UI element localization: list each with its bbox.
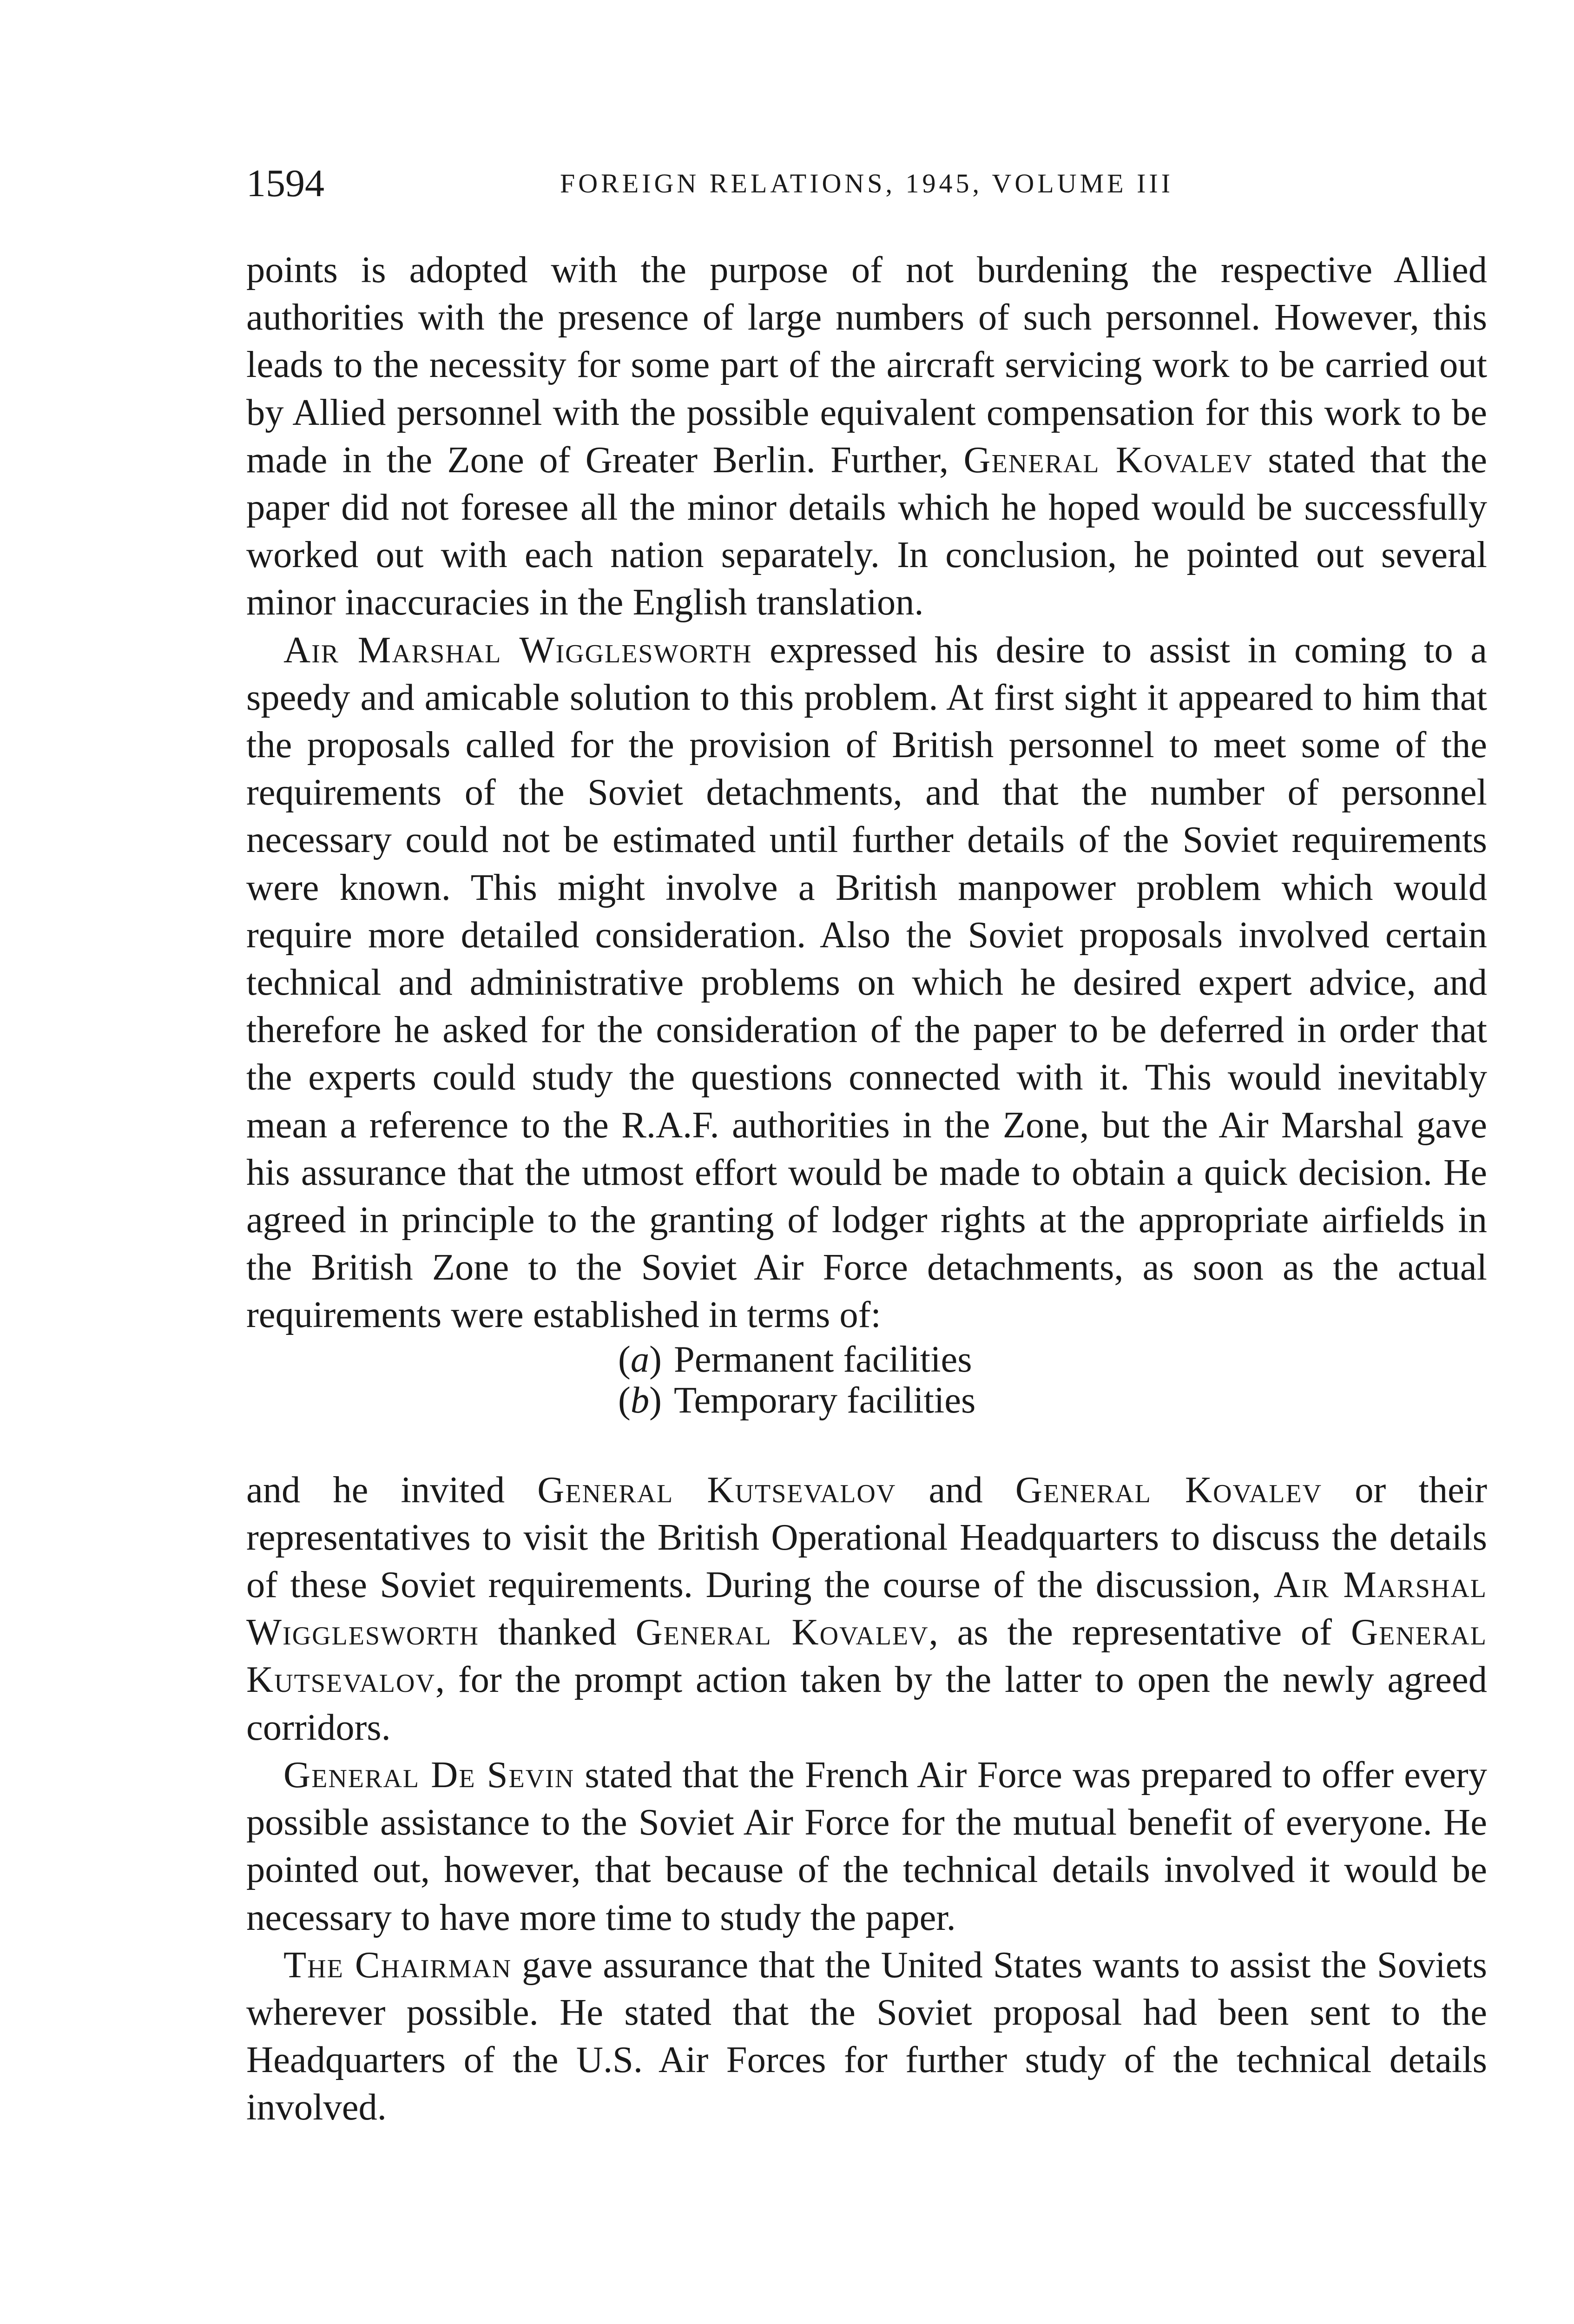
paragraph-text: and he invited [246, 1469, 538, 1511]
paragraph-chairman [246, 1941, 1487, 2132]
paragraph-continued [246, 246, 1487, 627]
speaker-name: The Chairman [283, 1944, 512, 1986]
list-item-text: Permanent facilities [674, 1338, 972, 1380]
paragraph-text: points is adopted with the purpose of not burdening the respective Allied authorities with the presence of large numbers of such personnel. However, this leads to the necessity for some part of the aircraft servicing work to be carried out by Allied personnel with the possible equivalent compensation for this work to be made in the Zone of Greater Berlin. Further, [246, 249, 1487, 481]
paragraph-text: thanked [479, 1611, 636, 1653]
speaker-name: General De Sevin [283, 1754, 575, 1796]
paragraph-text: stated that the French Air Force was prepared to offer every possible assistance to the Soviet Air Force for the mutual benefit of everyone. He pointed out, however, that because of the technical details involved it would be necessary to have more time to study the paper. [246, 1754, 1487, 1938]
running-head: FOREIGN RELATIONS, 1945, VOLUME III [560, 168, 1174, 198]
page-number: 1594 [246, 162, 324, 205]
person-name: General Kutsevalov [537, 1469, 896, 1511]
paragraph-text: and [896, 1469, 1015, 1511]
paragraph-text: , for the prompt action taken by the latter to open the newly agreed corridors. [246, 1659, 1487, 1748]
person-name: Air Marshal Wigglesworth [246, 1564, 1487, 1653]
paragraph-text: stated that the paper did not foresee all the minor details which he hoped would be successfully worked out with each nation separately. In conclusion, he pointed out several minor inaccuracies in the English translation. [246, 439, 1487, 623]
paragraph-wigglesworth [246, 627, 1487, 1339]
paragraph-text: , as the representative of [929, 1611, 1351, 1653]
page-header [246, 158, 1487, 214]
person-name: General Kovalev [635, 1611, 929, 1653]
list-marker: (b) [618, 1379, 662, 1421]
paragraph-de-sevin [246, 1751, 1487, 1941]
body-text [246, 246, 1487, 2132]
facilities-list [246, 1339, 1487, 1421]
list-marker: (a) [618, 1338, 662, 1380]
list-item [246, 1339, 1487, 1380]
paragraph-text: expressed his desire to assist in coming to a speedy and amicable solution to this problem. At first sight it appeared to him that the proposals called for the provision of British personnel to meet some of the requirements of the Soviet detachments, and that the number of personnel necessary could not be estimated until further details of the Soviet requirements were known. This might involve a British manpower problem which would require more detailed consideration. Also the Soviet proposals involved certain technical and administrative problems on which he desired expert advice, and therefore he asked for the consideration of the paper to be deferred in order that the experts could study the questions connected with it. This would inevitably mean a reference to the R.A.F. authorities in the Zone, but the Air Marshal gave his assurance that the utmost effort would be made to obtain a quick decision. He agreed in principle to the granting of lodger rights at the appropriate airfields in the British Zone to the Soviet Air Force detachments, as soon as the actual requirements were established in terms of: [246, 629, 1487, 1336]
list-item-text: Temporary facilities [674, 1379, 976, 1421]
paragraph-text: or their representatives to visit the British Operational Headquarters to discuss the details of these Soviet requirements. During the course of the discussion, [246, 1469, 1487, 1606]
person-name: General Kovalev [1015, 1469, 1323, 1511]
person-name: General Kutsevalov [246, 1611, 1487, 1701]
speaker-name: General Kovalev [963, 439, 1253, 481]
list-item [246, 1380, 1487, 1421]
paragraph-text: gave assurance that the United States wants to assist the Soviets wherever possible. He stated that the Soviet proposal had been sent to the Headquarters of the U.S. Air Forces for further study of the technical details involved. [246, 1944, 1487, 2128]
paragraph-invitation [246, 1466, 1487, 1751]
speaker-name: Air Marshal Wigglesworth [283, 629, 752, 671]
